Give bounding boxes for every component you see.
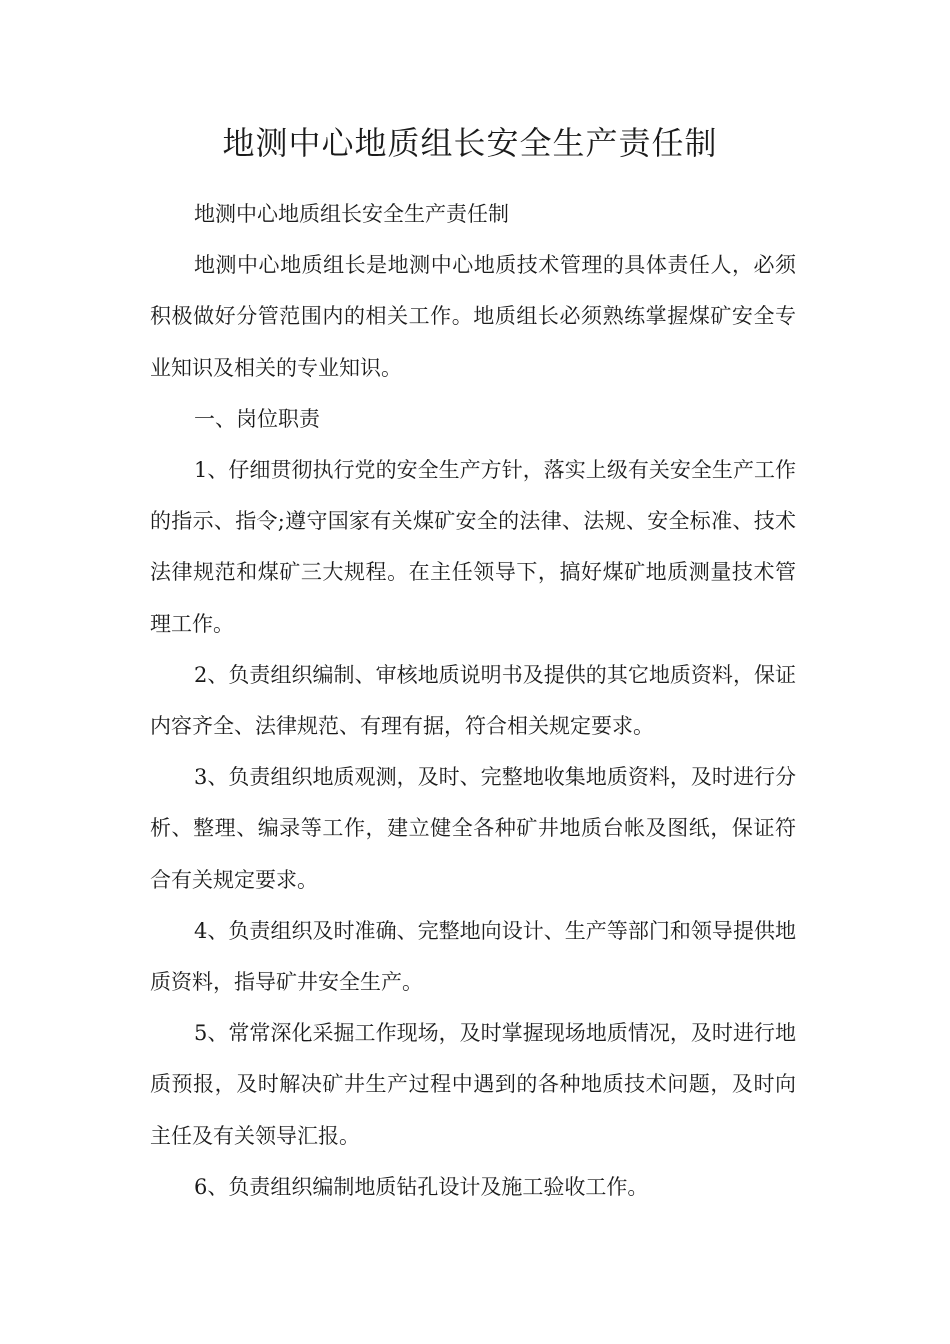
duty-item-5: 5、常常深化采掘工作现场，及时掌握现场地质情况，及时进行地质预报，及时解决矿井生产过程中遇到的各种地质技术问题，及时向主任及有关领导汇报。 [150, 1021, 796, 1148]
document-body [150, 189, 796, 1213]
duty-item-4: 4、负责组织及时准确、完整地向设计、生产等部门和领导提供地质资料，指导矿井安全生产。 [150, 918, 796, 995]
duty-item-3: 3、负责组织地质观测，及时、完整地收集地质资料，及时进行分析、整理、编录等工作，建立健全各种矿井地质台帐及图纸，保证符合有关规定要求。 [150, 765, 796, 892]
document-title: 地测中心地质组长安全生产责任制 [222, 124, 718, 162]
paragraph-intro: 地测中心地质组长是地测中心地质技术管理的具体责任人，必须积极做好分管范围内的相关工作。地质组长必须熟练掌握煤矿安全专业知识及相关的专业知识。 [150, 253, 796, 380]
paragraph-subtitle: 地测中心地质组长安全生产责任制 [194, 202, 509, 226]
duty-item-2: 2、负责组织编制、审核地质说明书及提供的其它地质资料，保证内容齐全、法律规范、有理有据，符合相关规定要求。 [150, 662, 796, 739]
section-heading-duties: 一、岗位职责 [194, 406, 320, 431]
duty-item-6: 6、负责组织编制地质钻孔设计及施工验收工作。 [194, 1174, 649, 1199]
duty-item-1: 1、仔细贯彻执行党的安全生产方针，落实上级有关安全生产工作的指示、指令;遵守国家有关煤矿安全的法律、法规、安全标准、技术法律规范和煤矿三大规程。在主任领导下，搞好煤矿地质测量技术管理工作。 [150, 458, 796, 636]
